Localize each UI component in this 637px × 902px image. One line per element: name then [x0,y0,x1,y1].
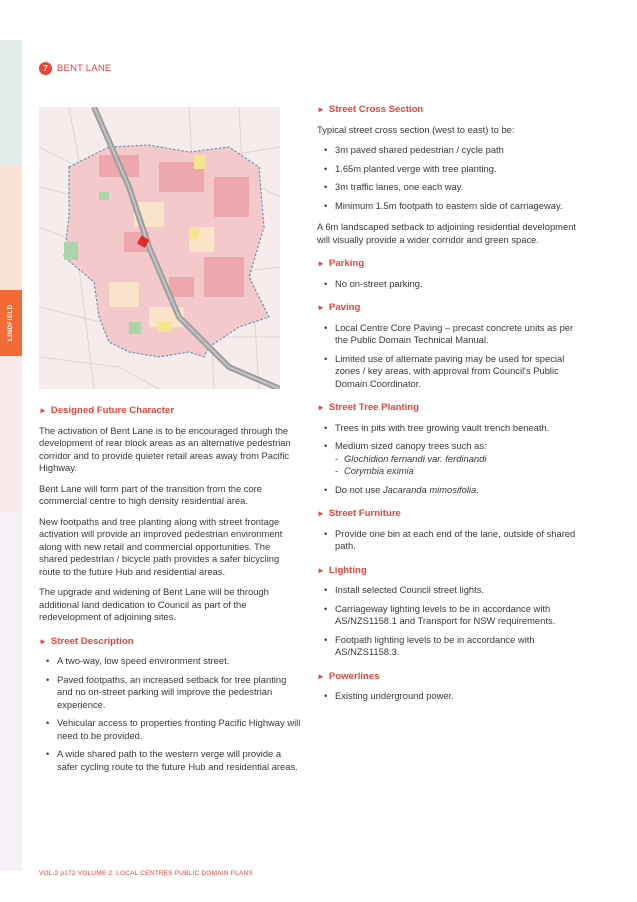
triangle-arrow-icon: ► [317,403,325,412]
tree-planting-heading: ► Street Tree Planting [317,402,420,413]
triangle-arrow-icon: ► [317,509,325,518]
street-description-heading: ► Street Description [39,635,134,647]
bullet-list [317,584,582,659]
bullet-list [317,690,582,703]
list-item: • Carriageway lighting levels to be in accordance with AS/NZS1158.1 and Transport for NSW requirements. [317,603,582,628]
triangle-arrow-icon: ► [317,105,325,114]
lighting-section [317,565,582,659]
cross-section-section [317,104,582,246]
page-footer: VOL.2 p172 VOLUME 2: LOCAL CENTRES PUBLIC DOMAIN PLANS [39,870,253,877]
site-map-drawing [39,107,280,389]
list-item: • Paved footpaths, an increased setback for tree planting and no on-street parking will improve the pedestrian experience. [39,674,301,712]
list-item: • Install selected Council street lights. [317,584,582,597]
list-item [317,440,582,478]
paragraph: Typical street cross section (west to east) to be: [317,123,515,135]
paragraph: A 6m landscaped setback to adjoining residential development will visually provide a wider corridor and green space. [317,221,577,245]
list-item: • A two-way, low speed environment street. [39,655,301,668]
list-item: • 3m paved shared pedestrian / cycle path [317,144,582,157]
section-number-badge: 7 [39,62,52,75]
powerlines-section [317,671,582,703]
side-tab-label[interactable]: LINDFIELD [7,304,14,342]
bullet-list [317,422,582,497]
bullet-list [39,655,301,773]
bullet-list [317,144,582,212]
left-column [39,405,301,785]
right-column [317,104,582,715]
triangle-arrow-icon: ► [39,406,47,415]
paragraph: The activation of Bent Lane is to be encouraged through the development of rear block areas as an alternative pedestrian corridor and to provide quieter retail areas away from Pacific Highway. [39,424,291,473]
furniture-section [317,508,582,553]
list-item: • No on-street parking. [317,278,582,291]
designed-character-section [39,405,301,624]
list-item: • Existing underground power. [317,690,582,703]
species-item: - Glochidion fernandi var. ferdinandi [335,453,582,466]
paragraph: The upgrade and widening of Bent Lane will be through additional land dedication to Council as part of the redevelopment of adjoining sites. [39,586,269,622]
triangle-arrow-icon: ► [39,636,47,646]
paragraph: Bent Lane will form part of the transition from the core commercial centre to high density residential area. [39,482,263,506]
species-item: - Corymbia eximia [335,465,582,478]
designed-character-heading: ► Designed Future Character [39,405,175,416]
section-heading [39,62,111,75]
cross-section-heading: ► Street Cross Section [317,104,424,115]
parking-section [317,258,582,290]
side-strip [0,511,22,871]
list-item [317,484,582,497]
list-item: • Footpath lighting levels to be in accordance with AS/NZS1158.3. [317,634,582,659]
species-name: Jacaranda mimosifolia [382,483,477,495]
powerlines-heading: ► Powerlines [317,670,380,682]
triangle-arrow-icon: ► [317,259,325,268]
list-item: • Vehicular access to properties fronting Pacific Highway will need to be provided. [39,717,301,742]
lighting-heading: ► Lighting [317,564,367,576]
bullet-list [317,528,582,553]
list-item: • Minimum 1.5m footpath to eastern side of carriageway. [317,200,582,213]
list-item: • Trees in pits with tree growing vault trench beneath. [317,422,582,435]
list-item: • 1.65m planted verge with tree planting. [317,163,582,176]
list-item-text: . [476,483,479,495]
paving-heading: ► Paving [317,302,361,313]
triangle-arrow-icon: ► [317,671,325,681]
paving-section [317,302,582,390]
bullet-list [317,278,582,291]
site-map [39,107,280,389]
bullet-list [317,322,582,391]
triangle-arrow-icon: ► [317,565,325,575]
list-item: • Provide one bin at each end of the lane, outside of shared path. [317,528,582,553]
list-item: • 3m traffic lanes, one each way. [317,181,582,194]
list-item: • Local Centre Core Paving – precast concrete units as per the Public Domain Technical Manual. [317,322,582,347]
furniture-heading: ► Street Furniture [317,508,401,519]
list-item: • Limited use of alternate paving may be used for special zones / key areas, with approval from Council's Public Domain Coordinator. [317,353,582,391]
list-item-text: Do not use [335,483,383,495]
paragraph: New footpaths and tree planting along with street frontage activation will provide an improved pedestrian environment along with new retail and commercial opportunities. The shared pedestrian / bicycle path provides a safer bicycling route to the future Hub and residential areas. [39,515,283,577]
street-description-section [39,636,301,774]
parking-heading: ► Parking [317,258,365,269]
species-list [335,453,582,478]
triangle-arrow-icon: ► [317,303,325,312]
section-title: BENT LANE [57,63,112,74]
side-strip [0,40,22,165]
side-strip [0,356,22,511]
tree-planting-section [317,402,582,496]
list-item-text: Medium sized canopy trees such as: [335,440,487,451]
side-strip [0,165,22,290]
list-item: • A wide shared path to the western verge will provide a safer cycling route to the future Hub and residential areas. [39,748,301,773]
